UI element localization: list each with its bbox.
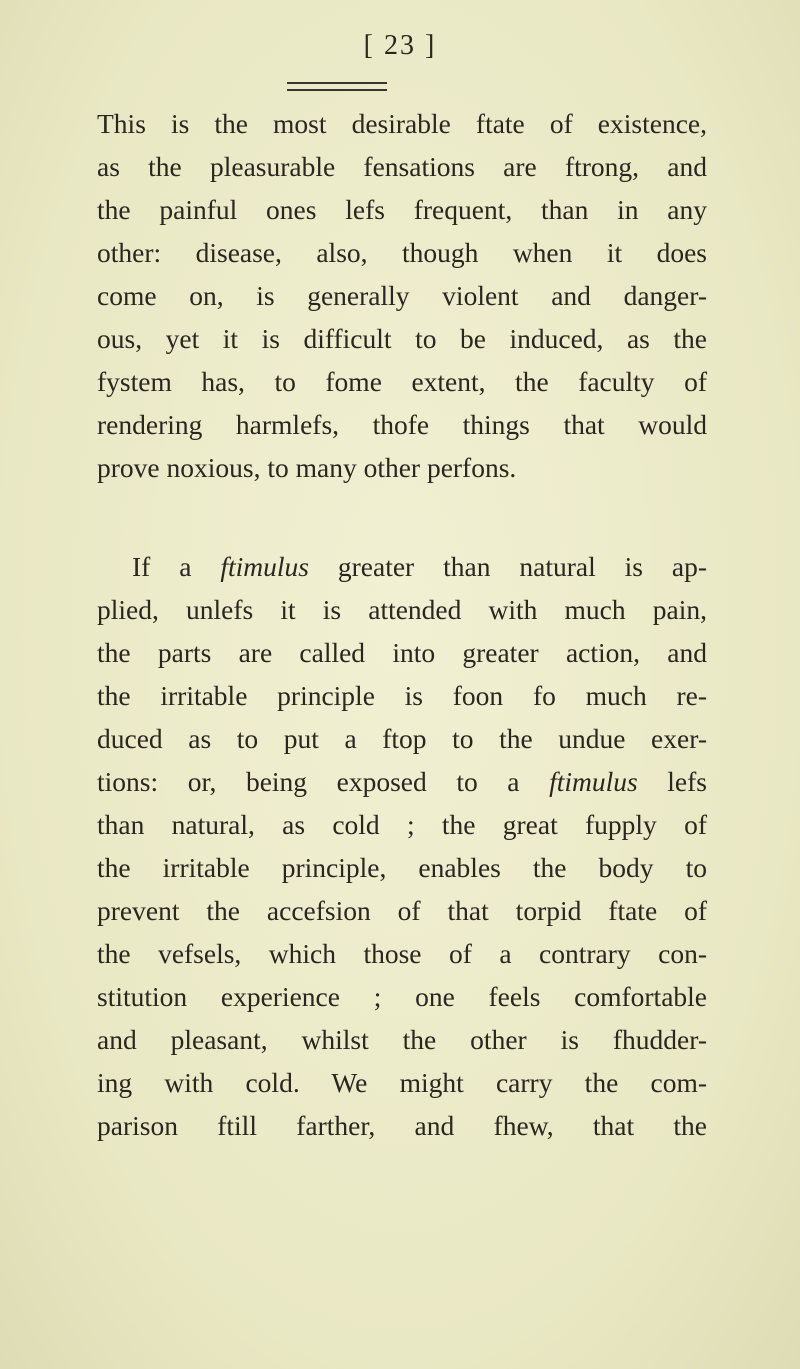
text-line: duced as to put a ftop to the undue exer- [97,723,707,754]
text-line: the painful ones lefs frequent, than in any [97,194,707,225]
text-line: other: disease, also, though when it does [97,237,707,268]
text-line: the parts are called into greater action, and [97,637,707,668]
page-number: [ 23 ] [363,30,437,61]
text-line: and pleasant, whilst the other is fhudder- [97,1024,707,1055]
text-line: ing with cold. We might carry the com- [97,1067,707,1098]
text-line: the vefsels, which those of a contrary con- [97,938,707,969]
text-line: the irritable principle is foon fo much re- [97,680,707,711]
paragraph-1 [97,102,707,489]
text-segment: tions: or, being exposed to a [97,766,550,797]
text-line: plied, unlefs it is attended with much pain, [97,594,707,625]
text-line [97,545,707,588]
italic-term: ftimulus [220,551,309,582]
text-segment: lefs [637,766,707,797]
text-line: than natural, as cold ; the great fupply of [97,809,707,840]
text-line: ous, yet it is difficult to be induced, as the [97,323,707,354]
text-line: come on, is generally violent and danger- [97,280,707,311]
text-line: prove noxious, to many other perfons. [97,452,517,483]
paragraph-2 [97,545,707,1147]
text-line: prevent the accefsion of that torpid ftate of [97,895,707,926]
text-line: parison ftill farther, and fhew, that the [97,1110,707,1141]
header-rule [287,82,387,91]
text-line: rendering harmlefs, thofe things that would [97,409,707,440]
text-line: fystem has, to fome extent, the faculty of [97,366,707,397]
text-line: as the pleasurable fensations are ftrong, and [97,151,707,182]
text-line: stitution experience ; one feels comfortable [97,981,707,1012]
text-line: the irritable principle, enables the body to [97,852,707,883]
text-line [97,760,707,803]
text-line: This is the most desirable ftate of existence, [97,108,707,139]
text-segment: greater than natural is ap- [308,551,707,582]
italic-term: ftimulus [549,766,638,797]
text-segment: If a [132,551,221,582]
